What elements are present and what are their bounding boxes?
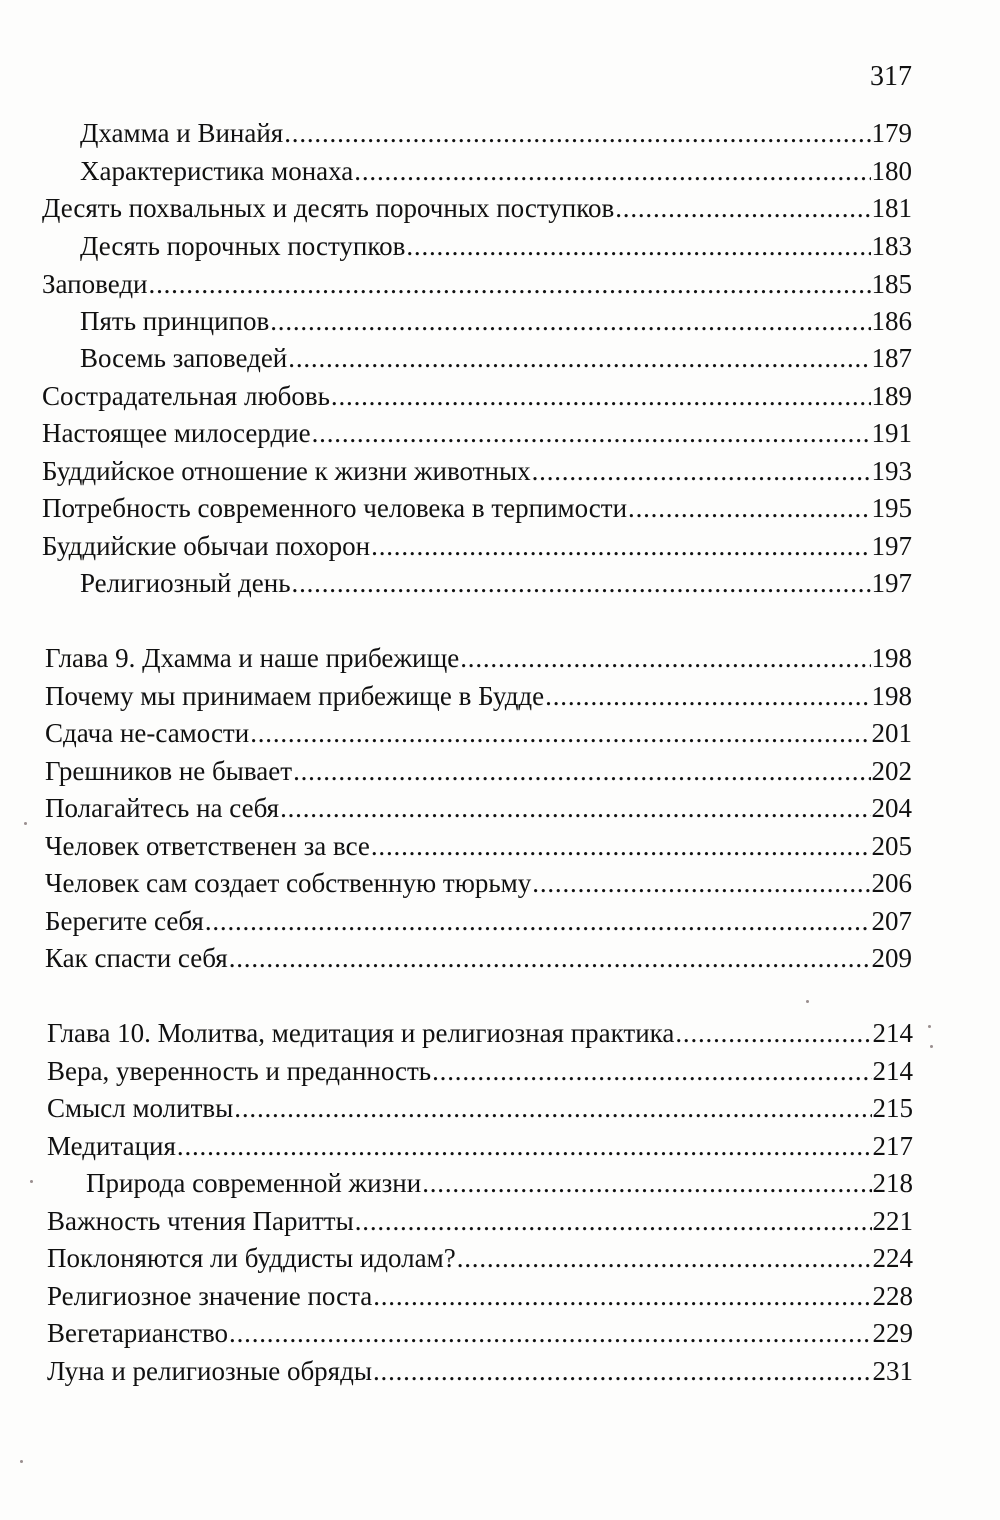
toc-entry (42, 379, 912, 413)
dot-leader (312, 416, 871, 450)
toc-entry-title: Десять похвальных и десять порочных поступков (42, 193, 615, 223)
toc-entry (86, 1166, 913, 1200)
scan-speck (24, 822, 27, 825)
dot-leader (373, 1279, 871, 1313)
toc-entry-page: 179 (871, 118, 912, 148)
toc-entry (45, 754, 912, 788)
toc-chapter-heading (47, 1016, 913, 1050)
toc-entry-title: Настоящее милосердие (42, 418, 311, 448)
dot-leader (457, 1241, 872, 1275)
toc-entry-title: Заповеди (42, 269, 148, 299)
toc-entry-title: Как спасти себя (45, 943, 228, 973)
toc-entry-page: 186 (871, 306, 912, 336)
toc-entry-page: 229 (872, 1318, 913, 1348)
toc-entry-page: 205 (871, 831, 912, 861)
toc-entry-title: Глава 9. Дхамма и наше прибежище (45, 643, 460, 673)
dot-leader (675, 1016, 871, 1050)
toc-entry (47, 1316, 913, 1350)
toc-entry (80, 116, 912, 150)
dot-leader (288, 341, 870, 375)
toc-entry-title: Десять порочных поступков (80, 231, 406, 261)
dot-leader (532, 866, 870, 900)
dot-leader (293, 754, 870, 788)
toc-entry (45, 866, 912, 900)
toc-entry-page: 206 (871, 868, 912, 898)
toc-entry-title: Поклоняются ли буддисты идолам? (47, 1243, 456, 1273)
toc-entry-page: 215 (872, 1093, 913, 1123)
toc-entry-page: 207 (871, 906, 912, 936)
toc-entry-page: 214 (872, 1056, 913, 1086)
toc-entry-title: Пять принципов (80, 306, 270, 336)
toc-entry-title: Природа современной жизни (86, 1168, 422, 1198)
toc-entry-title: Религиозный день (80, 568, 291, 598)
dot-leader (229, 1316, 871, 1350)
toc-entry-page: 185 (871, 269, 912, 299)
toc-entry-page: 221 (872, 1206, 913, 1236)
toc-entry-title: Луна и религиозные обряды (47, 1356, 372, 1386)
dot-leader (432, 1054, 871, 1088)
toc-entry (45, 716, 912, 750)
toc-entry-page: 181 (871, 193, 912, 223)
dot-leader (406, 229, 870, 263)
toc-entry (45, 791, 912, 825)
toc-entry (47, 1091, 913, 1125)
toc-entry-title: Человек ответственен за все (45, 831, 370, 861)
toc-entry (80, 229, 912, 263)
toc-entry (42, 491, 912, 525)
dot-leader (280, 791, 870, 825)
toc-entry-title: Полагайтесь на себя (45, 793, 280, 823)
scan-speck (930, 1045, 933, 1048)
dot-leader (229, 941, 871, 975)
dot-leader (628, 491, 870, 525)
scan-speck (928, 1025, 931, 1028)
toc-entry-title: Дхамма и Винайя (80, 118, 284, 148)
toc-entry (80, 154, 912, 188)
toc-entry (47, 1241, 913, 1275)
toc-entry (47, 1204, 913, 1238)
toc-entry-title: Почему мы принимаем прибежище в Будде (45, 681, 545, 711)
toc-entry-title: Сострадательная любовь (42, 381, 330, 411)
toc-entry-page: 198 (871, 681, 912, 711)
toc-entry-title: Медитация (47, 1131, 176, 1161)
toc-entry (42, 191, 912, 225)
toc-entry (47, 1279, 913, 1313)
dot-leader (270, 304, 870, 338)
toc-entry-page: 180 (871, 156, 912, 186)
dot-leader (292, 566, 871, 600)
toc-entry-title: Смысл молитвы (47, 1093, 234, 1123)
dot-leader (250, 716, 870, 750)
toc-entry-title: Вера, уверенность и преданность (47, 1056, 432, 1086)
toc-entry-page: 209 (871, 943, 912, 973)
dot-leader (460, 641, 870, 675)
toc-entry-page: 195 (871, 493, 912, 523)
toc-entry-page: 204 (871, 793, 912, 823)
toc-entry-page: 189 (871, 381, 912, 411)
dot-leader (177, 1129, 872, 1163)
dot-leader (545, 679, 870, 713)
dot-leader (373, 1354, 872, 1388)
dot-leader (615, 191, 870, 225)
toc-entry-title: Глава 10. Молитва, медитация и религиозная практика (47, 1018, 675, 1048)
toc-entry-page: 197 (871, 568, 912, 598)
page-number: 317 (870, 61, 912, 92)
toc-entry-page: 202 (871, 756, 912, 786)
dot-leader (422, 1166, 871, 1200)
toc-entry-title: Характеристика монаха (80, 156, 354, 186)
toc-entry-page: 201 (871, 718, 912, 748)
toc-entry-title: Сдача не-самости (45, 718, 250, 748)
toc-entry-title: Грешников не бывает (45, 756, 293, 786)
toc-entry-title: Берегите себя (45, 906, 204, 936)
scan-speck (806, 1000, 809, 1003)
toc-entry (42, 529, 912, 563)
toc-entry-title: Вегетарианство (47, 1318, 229, 1348)
toc-entry-page: 183 (871, 231, 912, 261)
toc-entry (80, 341, 912, 375)
dot-leader (371, 529, 870, 563)
toc-entry-title: Важность чтения Паритты (47, 1206, 354, 1236)
dot-leader (371, 829, 871, 863)
toc-entry-page: 231 (872, 1356, 913, 1386)
toc-entry-title: Человек сам создает собственную тюрьму (45, 868, 532, 898)
toc-chapter-heading (45, 641, 912, 675)
dot-leader (532, 454, 871, 488)
toc-entry-title: Восемь заповедей (80, 343, 288, 373)
toc-entry (45, 679, 912, 713)
dot-leader (355, 1204, 872, 1238)
toc-entry-title: Буддийские обычаи похорон (42, 531, 371, 561)
toc-entry-title: Буддийское отношение к жизни животных (42, 456, 531, 486)
toc-entry-page: 193 (871, 456, 912, 486)
toc-entry-page: 224 (872, 1243, 913, 1273)
toc-entry (45, 904, 912, 938)
toc-entry (42, 454, 912, 488)
dot-leader (331, 379, 871, 413)
toc-entry-page: 214 (872, 1018, 913, 1048)
dot-leader (205, 904, 871, 938)
scan-speck (30, 1180, 33, 1183)
toc-entry-page: 191 (871, 418, 912, 448)
dot-leader (354, 154, 870, 188)
toc-entry (42, 416, 912, 450)
dot-leader (234, 1091, 871, 1125)
toc-entry (80, 566, 912, 600)
toc-entry-page: 198 (871, 643, 912, 673)
toc-entry-page: 218 (872, 1168, 913, 1198)
toc-entry (80, 304, 912, 338)
toc-entry-page: 187 (871, 343, 912, 373)
dot-leader (284, 116, 870, 150)
toc-entry (47, 1129, 913, 1163)
toc-entry (45, 829, 912, 863)
dot-leader (149, 267, 871, 301)
toc-entry (47, 1354, 913, 1388)
toc-entry-page: 197 (871, 531, 912, 561)
toc-entry (47, 1054, 913, 1088)
toc-entry (42, 267, 912, 301)
scan-speck (20, 1460, 23, 1463)
toc-entry-page: 228 (872, 1281, 913, 1311)
toc-entry-page: 217 (872, 1131, 913, 1161)
toc-entry (45, 941, 912, 975)
toc-entry-title: Потребность современного человека в терпимости (42, 493, 628, 523)
toc-entry-title: Религиозное значение поста (47, 1281, 373, 1311)
